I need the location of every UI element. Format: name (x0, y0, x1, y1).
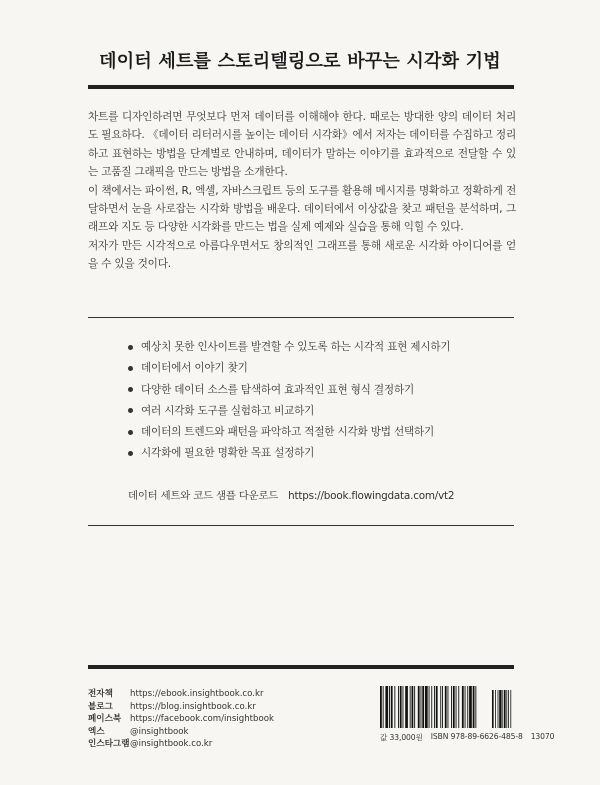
bullet-icon (128, 366, 133, 371)
feature-item: 데이터에서 이야기 찾기 (128, 360, 518, 381)
info-row-instagram: 인스타그램 @insightbook.co.kr (88, 739, 213, 750)
info-row-facebook: 페이스북 https://facebook.com/insightbook (88, 714, 274, 725)
book-title: 데이터 세트를 스토리텔링으로 바꾸는 시각화 기법 (99, 51, 501, 72)
description-paragraph-2: 이 책에서는 파이썬, R, 엑셀, 자바스크립트 등의 도구를 활용해 메시지를 명확하고 정확하게 전달하면서 눈을 사로잡는 시각화 방법을 배운다. 데이터에서 이상값을 찾고 패턴을 분석하며, 그래프와 지도 등 다양한 시각화를 만드는 법을 실제 예제와 실습을 통해 익힐 수 있다. (88, 184, 516, 234)
description-paragraph-1: 차트를 디자인하려면 무엇보다 먼저 데이터를 이해해야 한다. 때로는 방대한 양의 데이터 처리도 필요하다. 《데이터 리터러시를 높이는 데이터 시각화》에서 저자는 데이터를 수집하고 정리하고 표현하는 방법을 단계별로 안내하며, 데이터가 말하는 이야기를 효과적으로 전달할 수 있는 고품질 그래픽을 만드는 방법을 소개한다. (88, 111, 516, 179)
description-paragraph-3: 저자가 만든 시각적으로 아름다우면서도 창의적인 그래프를 통해 새로운 시각화 아이디어를 얻을 수 있을 것이다. (88, 239, 516, 271)
title-rule (88, 85, 514, 89)
section-divider-bottom (88, 525, 514, 526)
download-info (128, 487, 454, 502)
barcode-icon (380, 686, 515, 728)
info-row-ebook: 전자책 https://ebook.insightbook.co.kr (88, 689, 264, 699)
bullet-icon (128, 451, 133, 456)
section-divider-top (88, 317, 514, 318)
isbn: ISBN 978-89-6626-485-8 (430, 732, 523, 741)
bullet-icon (128, 430, 133, 435)
price-line (380, 732, 555, 743)
feature-item: 예상치 못한 인사이트를 발견할 수 있도록 하는 시각적 표현 제시하기 (128, 339, 518, 360)
footer-rule (88, 665, 514, 669)
feature-item: 데이터의 트렌드와 패턴을 파악하고 적절한 시각화 방법 선택하기 (128, 424, 518, 445)
bullet-icon (128, 345, 133, 350)
book-description (88, 108, 516, 274)
info-row-blog: 블로그 https://blog.insightbook.co.kr (88, 701, 256, 712)
bullet-icon (128, 387, 133, 392)
bullet-icon (128, 408, 133, 413)
download-url: https://book.flowingdata.com/vt2 (288, 490, 455, 502)
add-on-code: 13070 (530, 732, 555, 741)
price: 값 33,000원 (380, 733, 423, 742)
barcode-area (380, 686, 555, 743)
feature-item: 여러 시각화 도구를 실험하고 비교하기 (128, 403, 518, 424)
info-row-x: 엑스 @insightbook (88, 726, 189, 737)
feature-item: 다양한 데이터 소스를 탐색하여 효과적인 표현 형식 결정하기 (128, 382, 518, 403)
feature-list (128, 339, 518, 467)
publisher-info (88, 688, 274, 751)
feature-item: 시각화에 필요한 명확한 목표 설정하기 (128, 445, 518, 466)
download-label: 데이터 세트와 코드 샘플 다운로드 (128, 490, 279, 502)
